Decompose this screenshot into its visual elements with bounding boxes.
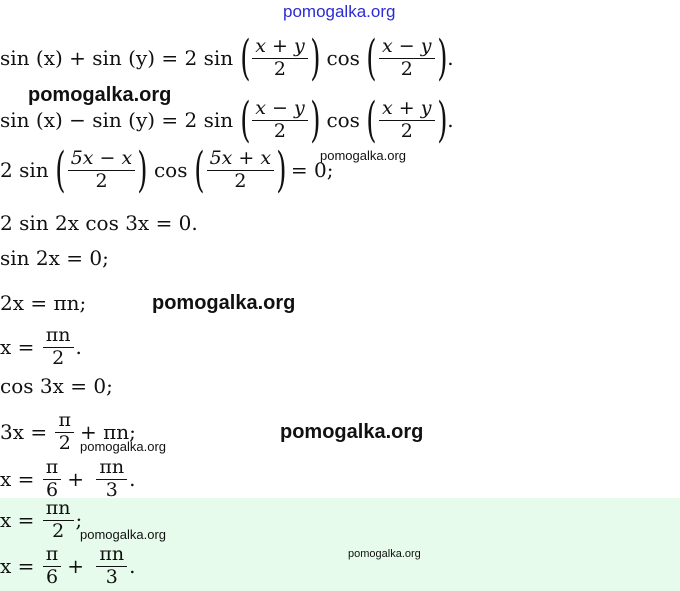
formula-text: . xyxy=(447,46,454,70)
numerator: πn xyxy=(96,544,127,567)
denominator: 3 xyxy=(105,565,118,588)
formula-text: cos xyxy=(326,46,367,70)
close-paren: ) xyxy=(436,30,448,86)
fraction xyxy=(379,98,434,143)
fraction xyxy=(96,544,127,589)
formula-text: . xyxy=(447,108,454,132)
formula-text: x = xyxy=(0,467,41,491)
denominator: 2 xyxy=(400,57,413,80)
denominator: 2 xyxy=(52,346,65,369)
fraction xyxy=(252,98,307,143)
formula-text: . xyxy=(129,467,136,491)
formula-text: . xyxy=(75,335,82,359)
denominator: 2 xyxy=(273,119,287,142)
close-paren: ) xyxy=(137,142,148,198)
numerator: x − y xyxy=(379,36,434,59)
formula-text: x = xyxy=(0,335,41,359)
denominator: 2 xyxy=(95,169,108,192)
numerator: x + y xyxy=(379,98,434,121)
formula-sum-of-sines xyxy=(0,30,454,86)
numerator: πn xyxy=(96,457,127,480)
formula-text: cos 3x = 0; xyxy=(0,374,113,398)
formula-text: sin (x) − sin (y) = 2 sin xyxy=(0,108,240,132)
formula-text: + xyxy=(67,554,91,578)
formula-text: cos xyxy=(326,108,367,132)
watermark: pomogalka.org xyxy=(80,439,166,454)
close-paren: ) xyxy=(276,142,287,198)
denominator: 2 xyxy=(273,57,287,80)
numerator: πn xyxy=(43,498,74,521)
denominator: 2 xyxy=(400,119,413,142)
formula-text: sin (x) + sin (y) = 2 sin xyxy=(0,46,240,70)
numerator: 5x − x xyxy=(68,148,136,171)
watermark: pomogalka.org xyxy=(28,84,172,106)
denominator: 3 xyxy=(105,478,118,501)
numerator: π xyxy=(43,457,62,480)
answer-x-pi-over-6 xyxy=(0,543,135,589)
formula-text: 2 sin 2x cos 3x = 0. xyxy=(0,211,198,235)
watermark: pomogalka.org xyxy=(320,148,406,163)
fraction xyxy=(43,325,74,370)
fraction xyxy=(96,457,127,502)
formula-difference-of-sines xyxy=(0,92,454,148)
open-paren: ( xyxy=(366,92,377,148)
open-paren: ( xyxy=(239,92,251,148)
open-paren: ( xyxy=(55,142,66,198)
watermark: pomogalka.org xyxy=(280,421,424,443)
denominator: 2 xyxy=(234,169,247,192)
open-paren: ( xyxy=(239,30,251,86)
numerator: πn xyxy=(43,325,74,348)
numerator: x − y xyxy=(252,98,307,121)
answer-x-pin-over-2 xyxy=(0,497,82,543)
formula-product xyxy=(0,211,198,235)
denominator: 6 xyxy=(45,565,59,588)
formula-text: ; xyxy=(75,508,83,532)
denominator: 2 xyxy=(52,519,65,542)
formula-text: cos xyxy=(153,158,194,182)
formula-x-pin-over-2 xyxy=(0,324,82,370)
watermark-top-link[interactable]: pomogalka.org xyxy=(283,2,396,21)
formula-2x xyxy=(0,291,86,315)
fraction xyxy=(43,457,62,502)
fraction xyxy=(68,148,136,193)
watermark: pomogalka.org xyxy=(152,292,296,314)
watermark: pomogalka.org xyxy=(80,527,166,542)
formula-text: sin 2x = 0; xyxy=(0,246,109,270)
fraction xyxy=(43,498,74,543)
formula-text: 2x = πn; xyxy=(0,291,87,315)
watermark: pomogalka.org xyxy=(348,548,421,560)
formula-text: + xyxy=(67,467,91,491)
fraction xyxy=(252,36,307,81)
denominator: 6 xyxy=(45,478,59,501)
formula-text: 3x = xyxy=(0,420,54,444)
numerator: x + y xyxy=(252,36,307,59)
formula-text: x = xyxy=(0,554,41,578)
formula-sin-zero xyxy=(0,246,109,270)
open-paren: ( xyxy=(194,142,205,198)
close-paren: ) xyxy=(436,92,448,148)
formula-applied xyxy=(0,142,333,198)
formula-text: x = xyxy=(0,508,41,532)
fraction xyxy=(207,148,275,193)
close-paren: ) xyxy=(309,30,321,86)
fraction xyxy=(379,36,434,81)
numerator: 5x + x xyxy=(207,148,275,171)
formula-text: + πn; xyxy=(79,420,136,444)
denominator: 2 xyxy=(58,431,71,454)
close-paren: ) xyxy=(309,92,321,148)
numerator: π xyxy=(43,544,62,567)
formula-text: . xyxy=(129,554,136,578)
fraction xyxy=(43,544,62,589)
formula-cos-zero xyxy=(0,374,113,398)
numerator: π xyxy=(55,410,74,433)
open-paren: ( xyxy=(366,30,377,86)
formula-text: 2 sin xyxy=(0,158,55,182)
formula-text: = 0; xyxy=(290,158,334,182)
fraction xyxy=(55,410,74,455)
formula-x-pi-over-6 xyxy=(0,456,135,502)
